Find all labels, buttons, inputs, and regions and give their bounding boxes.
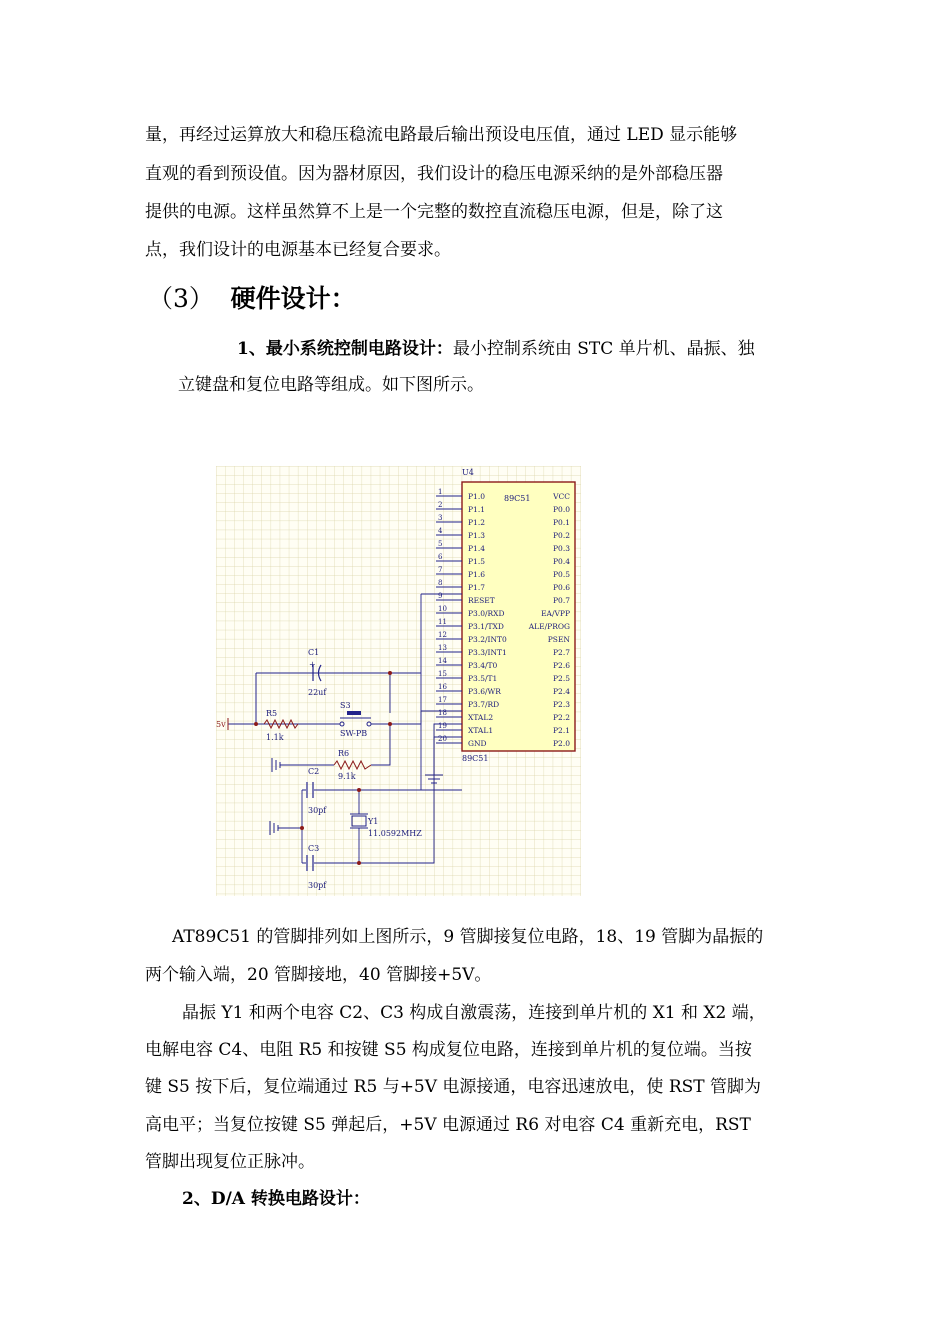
- s3-ref: S3: [340, 701, 351, 710]
- pin-name-right-4: P0.2: [553, 531, 570, 540]
- pin-name-1: P1.0: [468, 492, 485, 501]
- c1-ref: C1: [308, 648, 320, 657]
- y1-ref: Y1: [368, 817, 379, 826]
- intro-line-3: 提供的电源。这样虽然算不上是一个完整的数控直流稳压电源，但是，除了这: [145, 202, 723, 222]
- pin-name-4: P1.3: [468, 531, 485, 540]
- c2-ref: C2: [308, 767, 320, 776]
- pin-number-2: 2: [438, 501, 443, 509]
- para2-line2: 两个输入端，20 管脚接地，40 管脚接+5V。: [145, 965, 492, 985]
- r6-value: 9.1k: [338, 772, 356, 781]
- pin-name-right-17: P2.3: [553, 700, 570, 709]
- section-heading: [148, 282, 356, 316]
- pin-name-10: P3.0/RXD: [468, 609, 505, 618]
- pin-name-right-12: PSEN: [547, 635, 570, 644]
- pin-name-18: XTAL2: [468, 713, 494, 722]
- pin-number-1: 1: [438, 488, 443, 496]
- pin-name-right-11: ALE/PROG: [528, 622, 570, 631]
- para3-line3: 键 S5 按下后，复位端通过 R5 与+5V 电源接通，电容迅速放电，使 RST 管脚为: [145, 1077, 762, 1097]
- section2-title: 2、D/A 转换电路设计：: [182, 1189, 370, 1209]
- pin-name-15: P3.5/T1: [468, 674, 498, 683]
- section-heading-number: （3）: [148, 284, 214, 313]
- intro-line-1: 量，再经过运算放大和稳压稳流电路最后输出预设电压值，通过 LED 显示能够: [145, 125, 738, 145]
- section1-text-1: 最小控制系统由 STC 单片机、晶振、独: [452, 339, 755, 359]
- pin-name-right-1: VCC: [553, 492, 570, 501]
- pin-number-15: 15: [438, 670, 447, 678]
- y1-value: 11.0592MHZ: [368, 829, 422, 838]
- pin-number-10: 10: [438, 605, 447, 613]
- pin-name-right-8: P0.6: [553, 583, 570, 592]
- pin-name-right-18: P2.2: [553, 713, 570, 722]
- pin-name-17: P3.7/RD: [468, 700, 500, 709]
- r5-ref: R5: [266, 709, 278, 718]
- c2-value: 30pf: [308, 806, 327, 815]
- pin-number-3: 3: [438, 514, 443, 522]
- para3-line4: 高电平；当复位按键 S5 弹起后，+5V 电源通过 R6 对电容 C4 重新充电，RST: [145, 1115, 751, 1135]
- pin-name-9: RESET: [468, 596, 495, 605]
- pin-name-7: P1.6: [468, 570, 485, 579]
- intro-line-4: 点，我们设计的电源基本已经复合要求。: [145, 240, 451, 260]
- vin-label: 5v: [216, 720, 226, 729]
- s3-value: SW-PB: [340, 729, 368, 738]
- pin-number-16: 16: [438, 683, 447, 691]
- s3-cap: [347, 711, 361, 715]
- pin-name-3: P1.2: [468, 518, 485, 527]
- pin-name-right-10: EA/VPP: [541, 609, 570, 618]
- c1-plus: +: [309, 660, 316, 669]
- pin-name-right-5: P0.3: [553, 544, 570, 553]
- pin-number-12: 12: [438, 631, 447, 639]
- pin-name-13: P3.3/INT1: [468, 648, 507, 657]
- pin-name-right-6: P0.4: [553, 557, 570, 566]
- r5-value: 1.1k: [266, 733, 284, 742]
- pin-number-4: 4: [438, 527, 443, 535]
- pin-number-14: 14: [438, 657, 447, 665]
- pin-name-right-9: P0.7: [553, 596, 570, 605]
- pin-name-14: P3.4/T0: [468, 661, 498, 670]
- pin-name-right-13: P2.7: [553, 648, 570, 657]
- para3-line5: 管脚出现复位正脉冲。: [145, 1152, 315, 1172]
- pin-name-6: P1.5: [468, 557, 485, 566]
- r6-ref: R6: [338, 749, 350, 758]
- pin-name-right-14: P2.6: [553, 661, 570, 670]
- pin-number-5: 5: [438, 540, 443, 548]
- pin-name-11: P3.1/TXD: [468, 622, 504, 631]
- pin-number-20: 20: [438, 735, 447, 743]
- section1-text-2: 立键盘和复位电路等组成。如下图所示。: [178, 375, 484, 395]
- para3-line1: 晶振 Y1 和两个电容 C2、C3 构成自激震荡，连接到单片机的 X1 和 X2 端，: [182, 1003, 766, 1023]
- pin-name-2: P1.1: [468, 505, 485, 514]
- pin-number-13: 13: [438, 644, 447, 652]
- pin-name-right-3: P0.1: [553, 518, 570, 527]
- chip-model-bottom: 89C51: [462, 754, 489, 763]
- pin-name-12: P3.2/INT0: [468, 635, 507, 644]
- pin-number-19: 19: [438, 722, 447, 730]
- pin-name-right-19: P2.1: [553, 726, 570, 735]
- pin-name-right-2: P0.0: [553, 505, 570, 514]
- para3-line2: 电解电容 C4、电阻 R5 和按键 S5 构成复位电路，连接到单片机的复位端。当按: [145, 1040, 752, 1060]
- c3-value: 30pf: [308, 881, 327, 890]
- section1-title: 1、最小系统控制电路设计：: [237, 339, 453, 359]
- para2-line1: AT89C51 的管脚排列如上图所示，9 管脚接复位电路，18、19 管脚为晶振的: [172, 927, 764, 947]
- pin-number-9: 9: [438, 592, 443, 600]
- pin-number-8: 8: [438, 579, 443, 587]
- pin-name-8: P1.7: [468, 583, 485, 592]
- chip-ref: U4: [462, 468, 474, 477]
- c3-ref: C3: [308, 844, 320, 853]
- pin-name-20: GND: [468, 739, 487, 748]
- pin-name-5: P1.4: [468, 544, 485, 553]
- chip-model: 89C51: [504, 494, 531, 503]
- pin-number-7: 7: [438, 566, 443, 574]
- c1-value: 22uf: [308, 688, 327, 697]
- pin-name-right-15: P2.5: [553, 674, 570, 683]
- pin-number-6: 6: [438, 553, 443, 561]
- pin-number-11: 11: [438, 618, 447, 626]
- pin-name-right-16: P2.4: [553, 687, 570, 696]
- pin-name-right-20: P2.0: [553, 739, 570, 748]
- pin-name-19: XTAL1: [468, 726, 494, 735]
- section-heading-title: 硬件设计：: [230, 284, 356, 313]
- pin-number-17: 17: [438, 696, 447, 704]
- intro-line-2: 直观的看到预设值。因为器材原因，我们设计的稳压电源采纳的是外部稳压器: [145, 164, 723, 184]
- pin-name-right-7: P0.5: [553, 570, 570, 579]
- pin-number-18: 18: [438, 709, 447, 717]
- section1-line1: [237, 330, 755, 368]
- schematic-figure: [216, 466, 581, 896]
- pin-name-16: P3.6/WR: [468, 687, 501, 696]
